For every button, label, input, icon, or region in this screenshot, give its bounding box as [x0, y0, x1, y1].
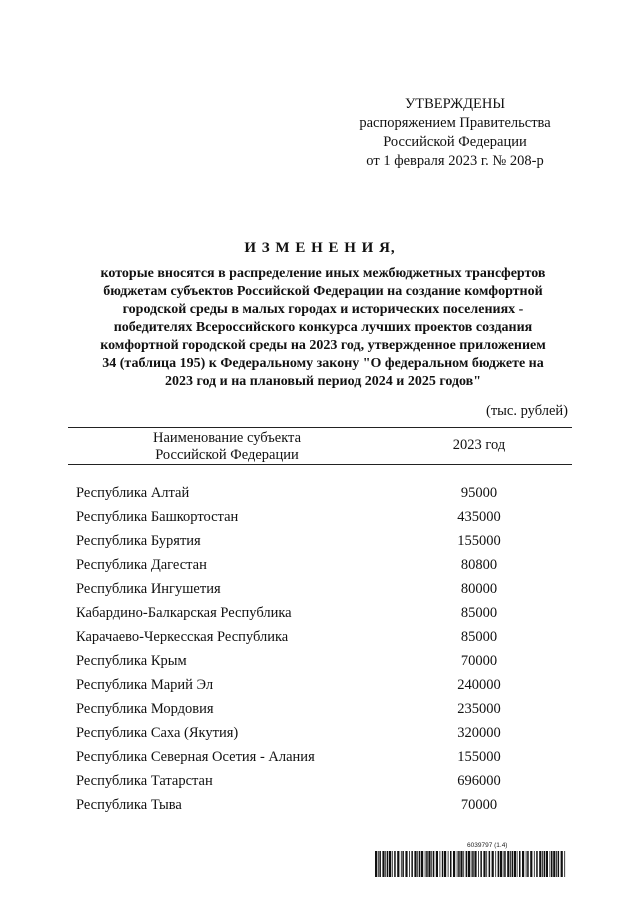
table-row	[76, 625, 572, 649]
region-name: Республика Саха (Якутия)	[76, 724, 239, 741]
table-row	[76, 529, 572, 553]
region-name: Карачаево-Черкесская Республика	[76, 628, 289, 645]
table-row	[76, 481, 572, 505]
table-top-rule	[68, 427, 572, 428]
region-amount: 696000	[457, 772, 501, 789]
region-amount: 95000	[460, 484, 498, 501]
region-amount: 80000	[460, 580, 498, 597]
region-name: Кабардино-Балкарская Республика	[76, 604, 292, 621]
table-row	[76, 721, 572, 745]
table-row	[76, 697, 572, 721]
column-header-line: Наименование субъекта	[152, 430, 302, 446]
region-name: Республика Ингушетия	[76, 580, 221, 597]
column-header-name	[68, 430, 386, 464]
region-name: Республика Марий Эл	[76, 676, 214, 693]
table-row	[76, 745, 572, 769]
region-amount: 70000	[460, 796, 498, 813]
subtitle-line: победителях Всероссийского конкурса лучших проектов создания	[113, 320, 533, 335]
subtitle-line: городской среды в малых городах и исторических поселениях -	[122, 302, 524, 317]
region-name: Республика Крым	[76, 652, 187, 669]
approval-block	[340, 95, 570, 171]
region-name: Республика Тыва	[76, 796, 182, 813]
column-header-line: Российской Федерации	[155, 447, 299, 463]
approval-line: распоряжением Правительства	[359, 115, 551, 131]
table-row	[76, 649, 572, 673]
region-name: Республика Бурятия	[76, 532, 201, 549]
subtitle-line: 2023 год и на плановый период 2024 и 2025 годов"	[164, 374, 482, 389]
region-amount: 70000	[460, 652, 498, 669]
table-row	[76, 793, 572, 817]
barcode-id: 6039797 (1.4)	[467, 842, 508, 849]
approval-date: от 1 февраля 2023 г. № 208-р	[366, 153, 544, 169]
approval-line: Российской Федерации	[383, 134, 527, 150]
region-name: Республика Северная Осетия - Алания	[76, 748, 315, 765]
region-name: Республика Дагестан	[76, 556, 207, 573]
column-header-year: 2023 год	[452, 437, 506, 453]
subtitle-line: которые вносятся в распределение иных межбюджетных трансфертов	[100, 266, 546, 281]
region-amount: 85000	[460, 604, 498, 621]
document-subtitle	[78, 265, 568, 391]
table-row	[76, 769, 572, 793]
table-row	[76, 601, 572, 625]
table-row	[76, 577, 572, 601]
region-name: Республика Алтай	[76, 484, 190, 501]
region-name: Республика Башкортостан	[76, 508, 239, 525]
region-amount: 80800	[460, 556, 498, 573]
region-amount: 235000	[457, 700, 501, 717]
region-amount: 240000	[457, 676, 501, 693]
table-body	[76, 481, 572, 817]
table-row	[76, 505, 572, 529]
table-header-rule	[68, 464, 572, 465]
document-title: И З М Е Н Е Н И Я,	[244, 240, 396, 256]
table-row	[76, 553, 572, 577]
table-row	[76, 673, 572, 697]
region-amount: 155000	[457, 748, 501, 765]
region-amount: 435000	[457, 508, 501, 525]
units-label: (тыс. рублей)	[486, 403, 568, 419]
subtitle-line: комфортной городской среды на 2023 год, утвержденное приложением	[100, 338, 546, 353]
region-name: Республика Татарстан	[76, 772, 213, 789]
subtitle-line: 34 (таблица 195) к Федеральному закону "О федеральном бюджете на	[102, 356, 544, 371]
subtitle-line: бюджетам субъектов Российской Федерации на создание комфортной	[103, 284, 543, 299]
region-amount: 155000	[457, 532, 501, 549]
region-amount: 320000	[457, 724, 501, 741]
region-name: Республика Мордовия	[76, 700, 214, 717]
region-amount: 85000	[460, 628, 498, 645]
approval-heading: УТВЕРЖДЕНЫ	[404, 96, 506, 112]
barcode-icon	[375, 851, 567, 877]
